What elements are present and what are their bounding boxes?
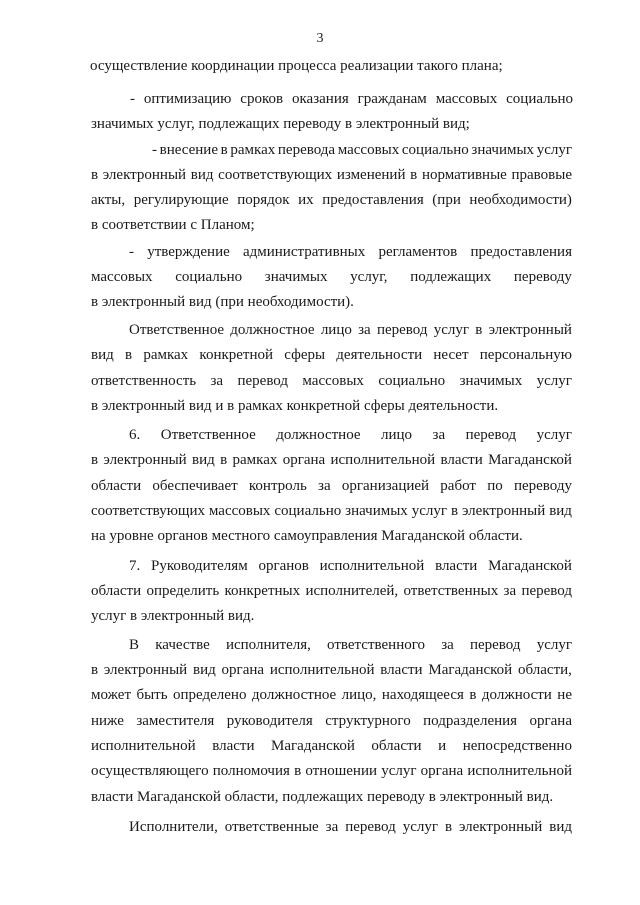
text-line: в электронный вид в рамках органа исполнительной власти Магаданской (91, 452, 572, 468)
text-line: ответственность за перевод массовых социально значимых услуг (91, 373, 572, 389)
text-line: области определить конкретных исполнителей, ответственных за перевод (91, 583, 572, 599)
text-line: исполнительной власти Магаданской области и непосредственно (91, 738, 572, 754)
page-number: 3 (316, 31, 324, 46)
text-line: вид в рамках конкретной сферы деятельности несет персональную (91, 347, 572, 363)
text-line: - оптимизацию сроков оказания гражданам массовых социально (130, 91, 573, 107)
text-line: на уровне органов местного самоуправления Магаданской области. (91, 528, 523, 544)
text-line: осуществляющего полномочия в отношении услуг органа исполнительной (91, 763, 572, 779)
text-line: В качестве исполнителя, ответственного за перевод услуг (129, 637, 572, 653)
text-line: осуществление координации процесса реализации такого плана; (90, 58, 503, 74)
text-line: массовых социально значимых услуг, подлежащих переводу (91, 269, 572, 285)
text-line: в соответствии с Планом; (91, 217, 255, 233)
text-line: ниже заместителя руководителя структурного подразделения органа (91, 713, 572, 729)
text-line: - утверждение административных регламентов предоставления (129, 244, 572, 260)
text-line: в электронный вид (при необходимости). (91, 294, 354, 310)
text-line: 7. Руководителям органов исполнительной власти Магаданской (129, 558, 572, 574)
text-line: акты, регулирующие порядок их предоставления (при необходимости) (91, 192, 572, 208)
text-line: значимых услуг, подлежащих переводу в электронный вид; (91, 116, 470, 132)
text-line: Ответственное должностное лицо за перевод услуг в электронный (129, 322, 572, 338)
text-line: Исполнители, ответственные за перевод услуг в электронный вид (129, 819, 572, 835)
text-line: может быть определено должностное лицо, находящееся в должности не (91, 687, 572, 703)
text-line: власти Магаданской области, подлежащих переводу в электронный вид. (91, 789, 554, 805)
text-line: соответствующих массовых социально значимых услуг в электронный вид (91, 503, 572, 519)
text-line: в электронный вид органа исполнительной власти Магаданской области, (91, 662, 572, 678)
text-line: 6. Ответственное должностное лицо за перевод услуг (129, 427, 572, 443)
text-line: в электронный вид и в рамках конкретной сферы деятельности. (91, 398, 499, 414)
text-line: услуг в электронный вид. (91, 608, 255, 624)
text-line: в электронный вид соответствующих изменений в нормативные правовые (91, 167, 572, 183)
text-line: области обеспечивает контроль за организацией работ по переводу (91, 478, 572, 494)
text-line: - внесение в рамках перевода массовых социально значимых услуг (152, 142, 572, 158)
